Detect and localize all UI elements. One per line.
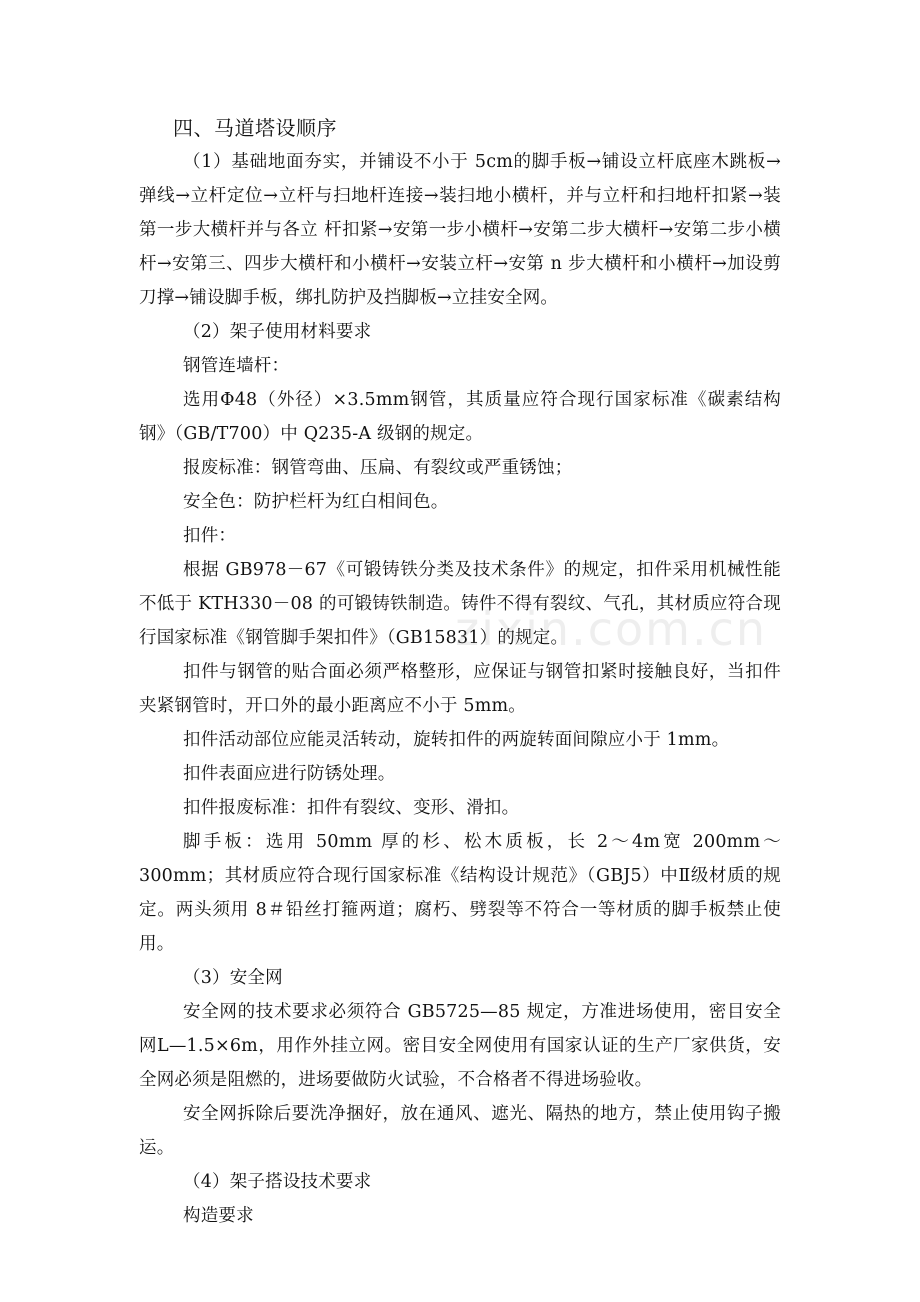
paragraph-fastener-scrap: 扣件报废标准：扣件有裂纹、变形、滑扣。 [183, 798, 520, 818]
paragraph-fastener-spec: 根据 GB978－67《可锻铸铁分类及技术条件》的规定，扣件采用机械性能不低于 KTH330－08 的可锻铸铁制造。铸件不得有裂纹、气孔，其材质应符合现行国家标准《钢管脚手架扣件》（GB15831）的规定。 [139, 560, 781, 648]
paragraph-safety-color: 安全色：防护栏杆为红白相间色。 [183, 492, 449, 512]
subheading-materials: （2）架子使用材料要求 [183, 322, 372, 342]
paragraph-fastener-title: 扣件： [183, 526, 237, 546]
subheading-safety-net: （3）安全网 [183, 968, 283, 988]
paragraph-scrap-standard: 报废标准：钢管弯曲、压扁、有裂纹或严重锈蚀； [183, 458, 573, 478]
paragraph-safety-net-storage: 安全网拆除后要洗净捆好，放在通风、遮光、隔热的地方，禁止使用钩子搬运。 [139, 1104, 781, 1158]
watermark: zixin.com.cn [455, 602, 768, 656]
paragraph-fastener-rustproof: 扣件表面应进行防锈处理。 [183, 764, 396, 784]
paragraph-construction-requirements: 构造要求 [183, 1206, 254, 1226]
paragraph-fastener-rotation: 扣件活动部位应能灵活转动，旋转扣件的两旋转面间隙应小于 1mm。 [183, 730, 730, 750]
subheading-technical-requirements: （4）架子搭设技术要求 [183, 1172, 372, 1192]
paragraph-scaffold-board: 脚手板：选用 50mm 厚的杉、松木质板，长 2～4m宽 200mm～300mm；其材质应符合现行国家标准《结构设计规范》（GBJ5）中Ⅱ级材质的规定。两头须用 8＃铅丝打箍两道；腐朽、劈裂等不符合一等材质的脚手板禁止使用。 [139, 832, 781, 954]
paragraph-safety-net-spec: 安全网的技术要求必须符合 GB5725—85 规定，方准进场使用，密目安全网L—1.5×6m，用作外挂立网。密目安全网使用有国家认证的生产厂家供货，安全网必须是阻燃的，进场要做防火试验，不合格者不得进场验收。 [139, 1002, 781, 1090]
document-body [139, 113, 781, 1233]
paragraph-steel-tube-title: 钢管连墙杆： [183, 356, 290, 376]
section-heading: 四、马道塔设顺序 [173, 116, 337, 140]
paragraph-sequence: （1）基础地面夯实，并铺设不小于 5cm的脚手板→铺设立杆底座木跳板→弹线→立杆定位→立杆与扫地杆连接→装扫地小横杆，并与立杆和扫地杆扣紧→装第一步大横杆并与各立 杆扣紧→安第一步小横杆→安第二步大横杆→安第二步小横杆→安第三、四步大横杆和小横杆→安装立杆→安第 n 步大横杆和小横杆→加设剪刀撑→铺设脚手板，绑扎防护及挡脚板→立挂安全网。 [139, 152, 781, 308]
paragraph-steel-tube-spec: 选用Φ48（外径）×3.5mm钢管，其质量应符合现行国家标准《碳素结构钢》（GB/T700）中 Q235-A 级钢的规定。 [139, 390, 781, 444]
paragraph-fastener-fit: 扣件与钢管的贴合面必须严格整形，应保证与钢管扣紧时接触良好，当扣件夹紧钢管时，开口外的最小距离应不小于 5mm。 [139, 662, 781, 716]
